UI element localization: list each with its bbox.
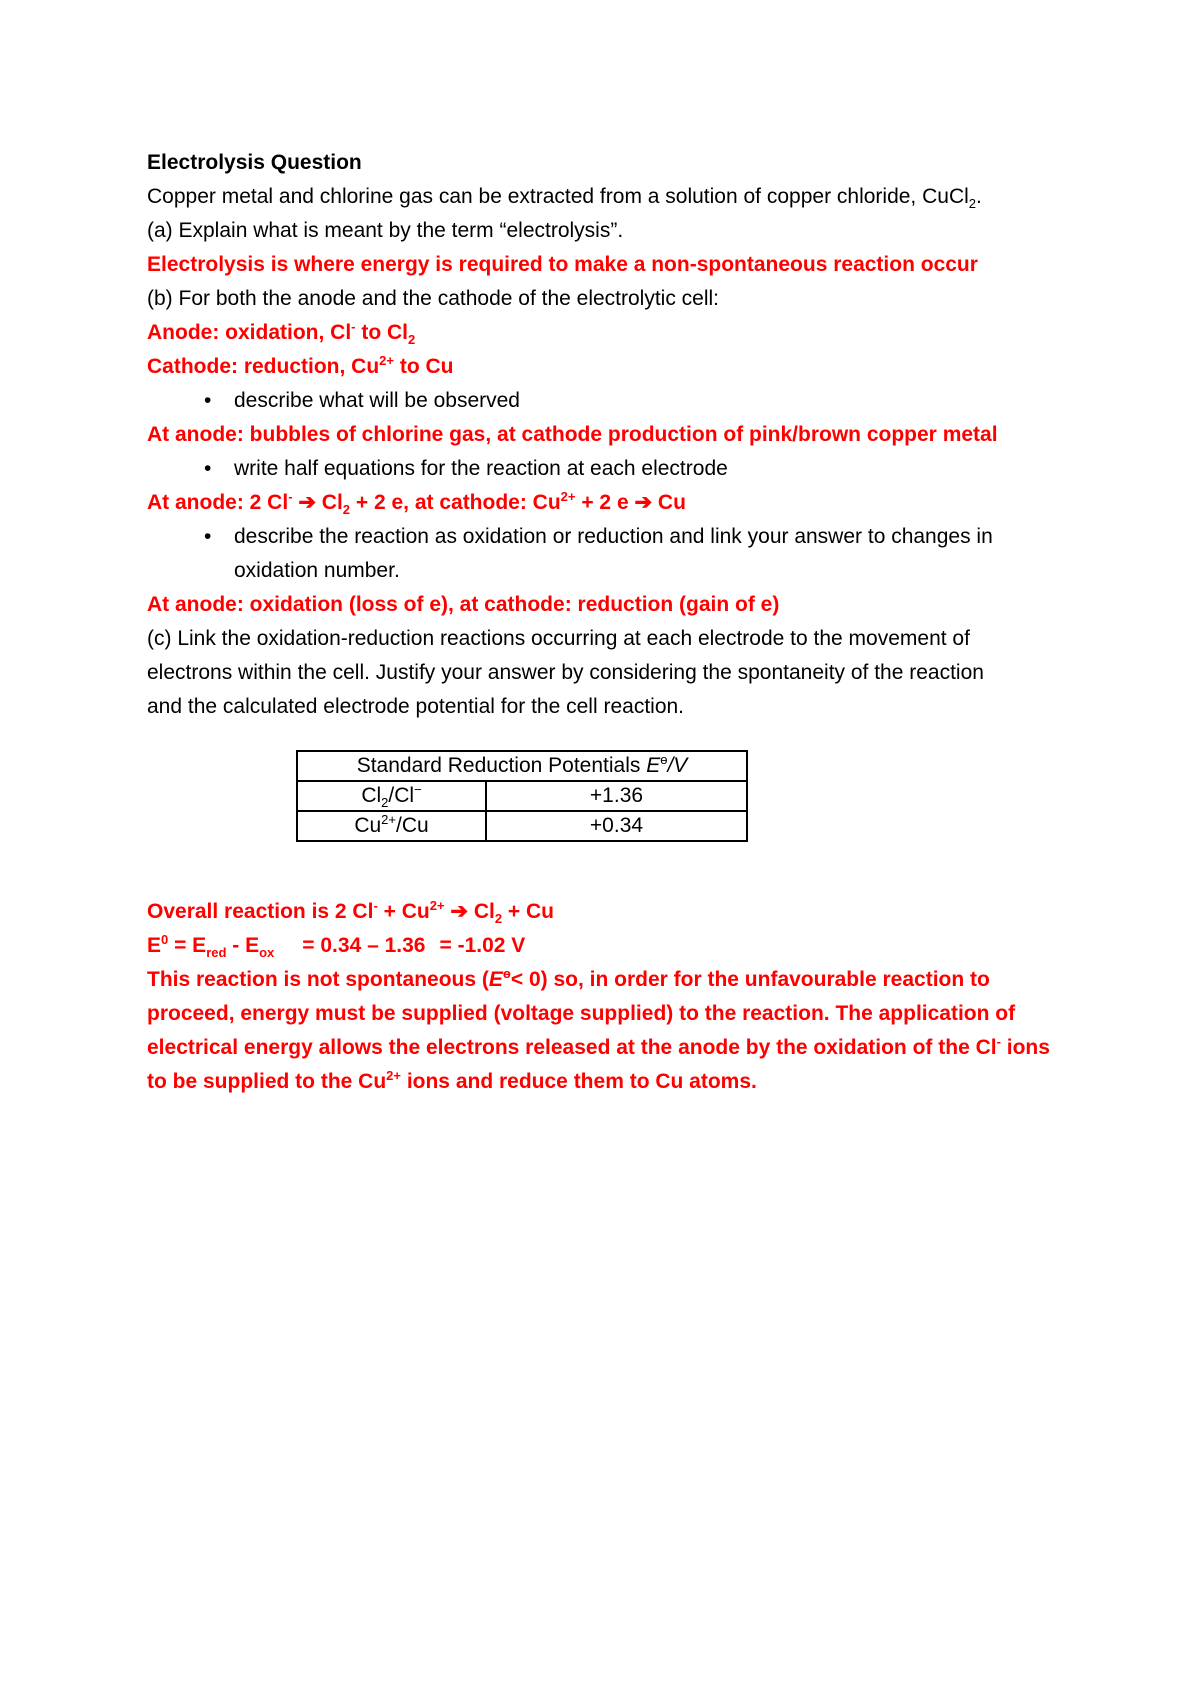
bullet-oxidation-reduction: • describe the reaction as oxidation or reduction and link your answer to changes in oxidation number. xyxy=(147,520,1067,588)
arrow-icon: ➔ xyxy=(444,900,474,923)
question-body xyxy=(147,146,1067,724)
answer-c xyxy=(147,895,1077,1099)
table-cell-value: +1.36 xyxy=(486,781,747,811)
table-row xyxy=(297,811,747,841)
question-c-line-2: electrons within the cell. Justify your answer by considering the spontaneity of the reaction xyxy=(147,661,984,684)
intro-text: Copper metal and chlorine gas can be extracted from a solution of copper chloride, CuCl$_2$. xyxy=(147,185,982,212)
table-cell-couple: $Cu^{2+}/Cu$ xyxy=(297,811,486,841)
table-header-row xyxy=(297,751,747,781)
table-header: Standard Reduction Potentials $E^ө/V$ xyxy=(297,751,747,781)
question-c-line-3: and the calculated electrode potential for the cell reaction. xyxy=(147,695,685,718)
answer-observed: At anode: bubbles of chlorine gas, at cathode production of pink/brown copper metal xyxy=(147,423,998,446)
explanation-line-1: This reaction is not spontaneous $(E^ө< 0)$ so, in order for the unfavourable reaction to xyxy=(147,966,990,991)
arrow-icon: ➔ xyxy=(634,491,653,514)
bullet-icon: • xyxy=(204,457,212,480)
bullet-observed: • describe what will be observed xyxy=(147,384,1067,418)
bullet-half-equations: • write half equations for the reaction at each electrode xyxy=(147,452,1067,486)
answer-cathode: Cathode: reduction, $Cu^{2+}$ to Cu xyxy=(147,353,454,378)
bullet-icon: • xyxy=(204,389,212,412)
question-c-line-1: (c) Link the oxidation-reduction reactions occurring at each electrode to the movement of xyxy=(147,627,970,650)
answer-anode: Anode: oxidation, Cl- to $Cl_2$ xyxy=(147,319,416,348)
question-a: (a) Explain what is meant by the term “electrolysis”. xyxy=(147,219,624,242)
table-cell-value: +0.34 xyxy=(486,811,747,841)
answer-half-equations: At anode: 2 Cl- ➔ $Cl_2 + 2$ e, at cathode: $Cu^{2+} + 2$ e ➔ Cu xyxy=(147,489,686,518)
question-b: (b) For both the anode and the cathode of the electrolytic cell: xyxy=(147,287,720,310)
overall-reaction: Overall reaction is 2 $Cl^- + Cu^{2+}$ ➔ $Cl_2 + Cu$ xyxy=(147,898,554,927)
reduction-potentials-table xyxy=(296,750,748,842)
document-title: Electrolysis Question xyxy=(147,151,362,174)
explanation-line-3: electrical energy allows the electrons released at the anode by the oxidation of the Cl- ions xyxy=(147,1034,1050,1059)
answer-a: Electrolysis is where energy is required to make a non-spontaneous reaction occur xyxy=(147,253,978,276)
bullet-icon: • xyxy=(204,525,212,548)
explanation-line-4: to be supplied to the $Cu^{2+}$ ions and reduce them to Cu atoms. xyxy=(147,1068,757,1093)
table-row xyxy=(297,781,747,811)
cell-potential-calculation: $E^0 = E_{red} - E_{ox} = 0.34 - 1.36 = -1.02$ V xyxy=(147,932,526,961)
arrow-icon: ➔ xyxy=(292,491,322,514)
answer-oxidation-reduction: At anode: oxidation (loss of e), at cathode: reduction (gain of e) xyxy=(147,593,780,616)
table-cell-couple: $Cl_2/Cl^-$ xyxy=(297,781,486,811)
explanation-line-2: proceed, energy must be supplied (voltage supplied) to the reaction. The application of xyxy=(147,1002,1016,1025)
